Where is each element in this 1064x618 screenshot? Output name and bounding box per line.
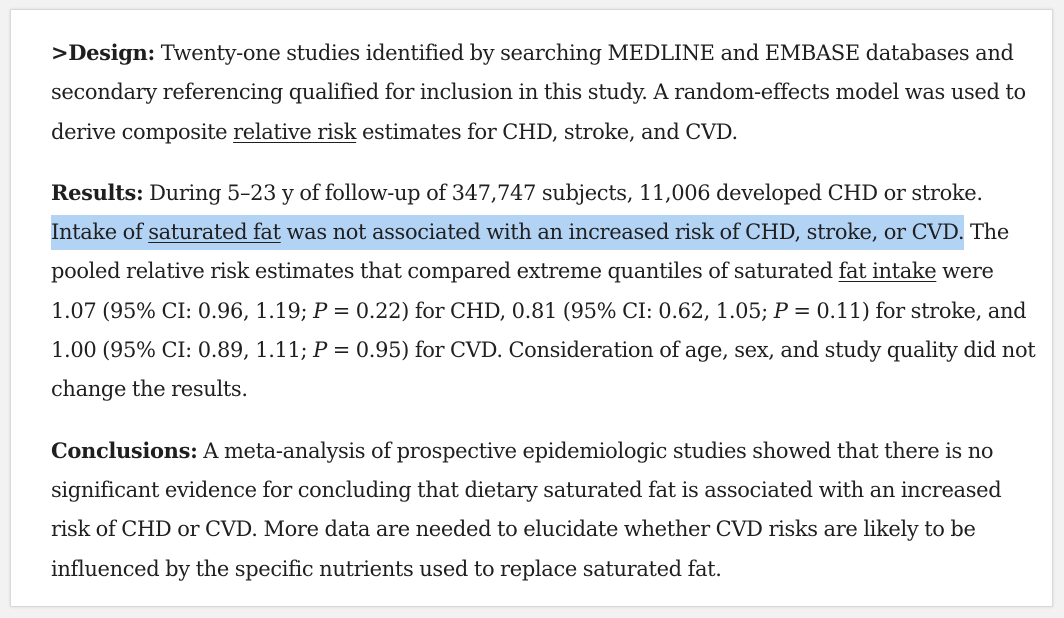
design-paragraph: [51, 33, 1041, 152]
results-text-2: The pooled relative risk estimates that compared extreme quantiles of saturated: [51, 220, 1009, 284]
results-text-4: = 0.22) for CHD, 0.81 (95% CI: 0.62, 1.05;: [326, 298, 774, 323]
design-text-1: Twenty-one studies identified by searching MEDLINE and EMBASE databases and secondary referencing qualified for inclusion in this study. A random-effects model was used to derive composite: [51, 41, 1026, 144]
design-heading: Design:: [68, 40, 155, 65]
highlight-text-2: was not associated with an increased risk of CHD, stroke, or CVD.: [280, 220, 965, 245]
p-value-symbol: P: [313, 338, 327, 363]
design-prefix: >: [51, 40, 69, 65]
abstract-content: [51, 33, 1041, 589]
abstract-card: [10, 9, 1053, 607]
p-value-symbol: P: [773, 298, 788, 323]
highlight-text-1: Intake of: [51, 220, 149, 245]
conclusions-heading: Conclusions:: [51, 437, 198, 463]
text-selection-highlight: [51, 215, 964, 250]
conclusions-paragraph: [51, 431, 1041, 589]
relative-risk-link[interactable]: relative risk: [233, 119, 357, 144]
results-text-1: During 5–23 y of follow-up of 347,747 subjects, 11,006 developed CHD or stroke.: [143, 180, 983, 205]
conclusions-text: A meta-analysis of prospective epidemiologic studies showed that there is no significant evidence for concluding that dietary saturated fat is associated with an increased risk of CHD or CVD. More data are needed to elucidate whether CVD risks are likely to be influenced by the specific nutrients used to replace saturated fat.: [51, 438, 1002, 581]
results-text-6: = 0.95) for CVD. Consideration of age, sex, and study quality did not change the results.: [51, 338, 1036, 402]
results-heading: Results:: [51, 179, 144, 205]
fat-intake-link[interactable]: fat intake: [838, 259, 937, 284]
results-text-5: = 0.11) for stroke, and 1.00 (95% CI: 0.89, 1.11;: [51, 298, 1027, 363]
saturated-fat-link[interactable]: saturated fat: [148, 220, 281, 245]
results-text-3: were 1.07 (95% CI: 0.96, 1.19;: [51, 259, 994, 323]
results-paragraph: [51, 173, 1041, 410]
design-text-2: estimates for CHD, stroke, and CVD.: [356, 119, 738, 144]
p-value-symbol: P: [313, 298, 327, 323]
